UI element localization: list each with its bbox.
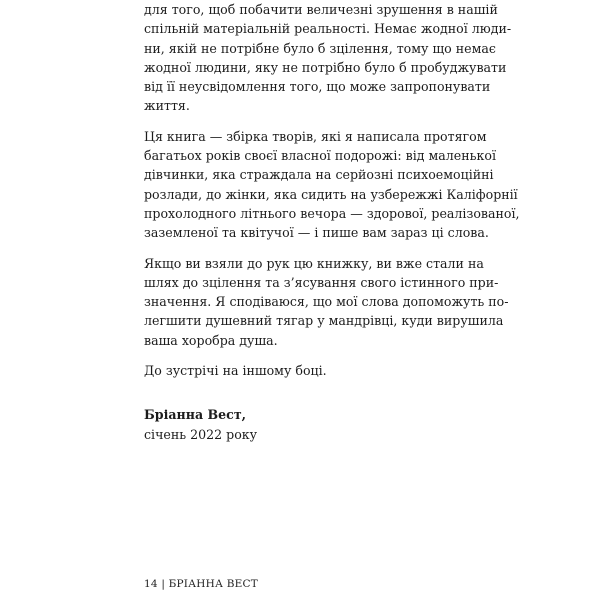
text-line: До зустрічі на іншому боці. — [144, 363, 327, 379]
text-line: Ця книга — збірка творів, які я написала протягом — [144, 128, 487, 144]
paragraph-2 — [144, 127, 520, 243]
text-line: дівчинки, яка страждала на серйозні психоемоційні — [144, 167, 494, 183]
running-head: БРІАННА ВЕСТ — [168, 578, 258, 590]
text-line: ни, якій не потрібне було б зцілення, тому що немає — [144, 40, 496, 56]
text-line: для того, щоб побачити величезні зрушення в нашій — [144, 2, 498, 17]
text-line: життя. — [144, 98, 190, 114]
text-line: заземленої та квітучої — і пише вам зараз ці слова. — [144, 225, 489, 241]
page-number: 14 — [144, 578, 158, 590]
text-line: Якщо ви взяли до рук цю книжку, ви вже стали на — [144, 255, 484, 271]
page-body — [144, 0, 520, 444]
paragraph-3 — [144, 254, 509, 350]
text-line: прохолодного літнього вечора — здорової, реалізованої, — [144, 205, 520, 221]
page-footer — [144, 578, 258, 590]
text-line: спільній матеріальній реальності. Немає жодної люди- — [144, 21, 512, 37]
author-name: Бріанна Вест, — [144, 407, 247, 423]
text-line: ваша хоробра душа. — [144, 332, 278, 348]
text-line: розлади, до жінки, яка сидить на узбережжі Каліфорнії — [144, 186, 518, 202]
paragraph-4 — [144, 361, 456, 380]
text-line: багатьох років своєї власної подорожі: від маленької — [144, 148, 496, 164]
footer-separator: | — [161, 578, 166, 590]
text-line: жодної людини, яку не потрібно було б пробуджувати — [144, 59, 507, 75]
text-line: від її неусвідомлення того, що може запропонувати — [144, 79, 491, 95]
text-line: шлях до зцілення та з’ясування свого істинного при- — [144, 274, 499, 290]
signature — [144, 405, 456, 444]
text-line: значення. Я сподіваюся, що мої слова допоможуть по- — [144, 294, 509, 310]
signature-date: січень 2022 року — [144, 426, 258, 442]
paragraph-1 — [144, 0, 512, 116]
text-line: легшити душевний тягар у мандрівці, куди вирушила — [144, 313, 504, 329]
